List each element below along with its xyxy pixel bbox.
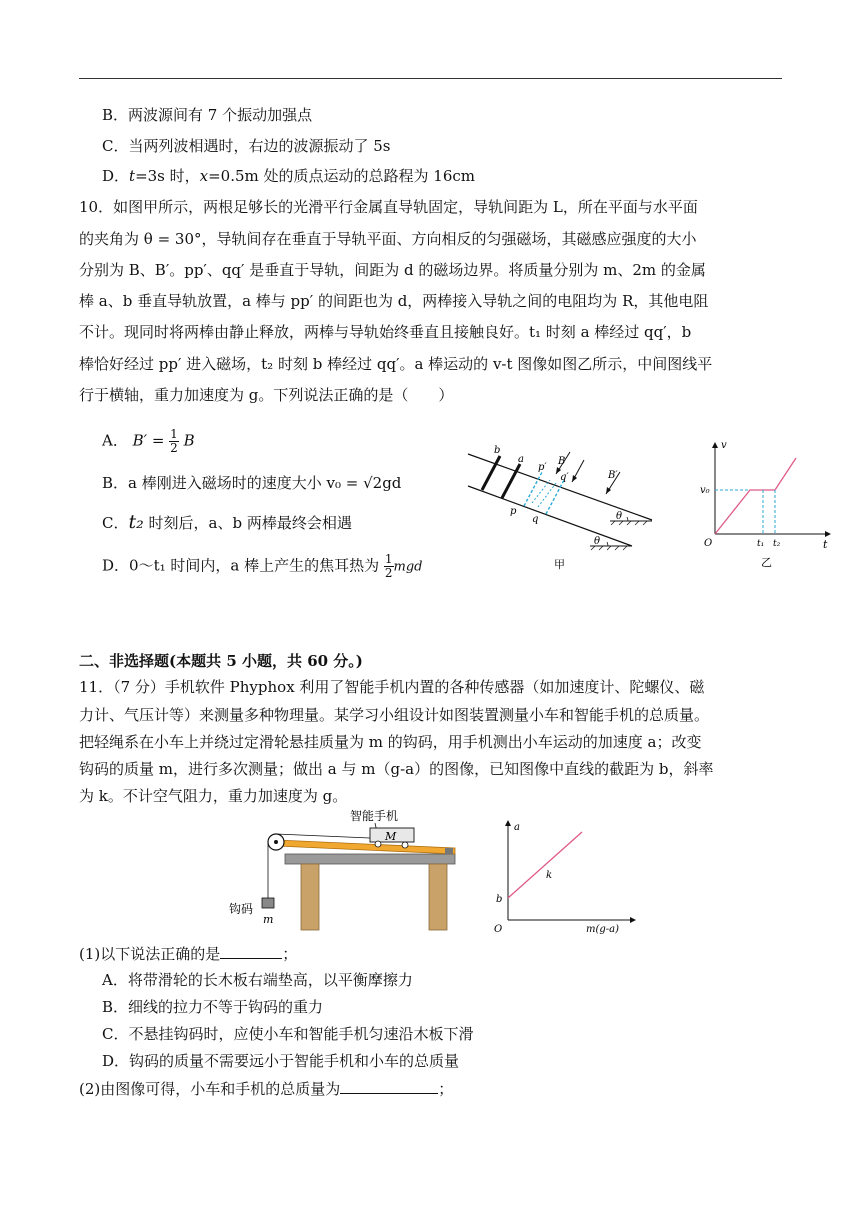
q10-option-d-prefix: D．0～t₁ 时间内，a 棒上产生的焦耳热为	[102, 556, 380, 575]
vt-label-v0: v₀	[700, 485, 710, 496]
q11-subq-2-blank[interactable]	[340, 1079, 438, 1094]
label-theta-1: θ	[616, 511, 623, 522]
q11-stem-line-2: 力计、气压计等）来测量多种物理量。某学习小组设计如图装置测量小车和智能手机的总质量。	[79, 706, 710, 724]
q10-stem-line-7: 行于横轴，重力加速度为 g。下列说法正确的是（ ）	[79, 386, 454, 404]
q10-option-a-numerator: 1	[170, 427, 178, 441]
q10-option-b: B．a 棒刚进入磁场时的速度大小 v₀ = √2gd	[102, 474, 402, 492]
figure-yi-vt-graph	[695, 436, 835, 571]
hook-label: 钩码	[229, 902, 254, 916]
q11-option-d: D．钩码的质量不需要远小于智能手机和小车的总质量	[102, 1052, 460, 1070]
graph-label-x: m(g-a)	[586, 924, 620, 935]
q11-subq-1-blank[interactable]	[220, 944, 282, 959]
q10-option-c	[102, 512, 352, 533]
q10-stem-line-4: 棒 a、b 垂直导轨放置，a 棒与 pp′ 的间距也为 d，两棒接入导轨之间的电阻均为 R，其他电阻	[79, 292, 709, 310]
rail-lower	[468, 486, 632, 546]
vt-axis-v-arrow	[712, 442, 718, 448]
label-a: a	[518, 454, 524, 465]
q11-subq-1-text: (1)以下说法正确的是	[79, 945, 221, 963]
q11-stem-line-3: 把轻绳系在小车上并绕过定滑轮悬挂质量为 m 的钩码，用手机测出小车运动的加速度 a；改变	[79, 733, 702, 751]
q9-option-d-x: x	[199, 167, 209, 185]
hook-weight	[262, 898, 274, 908]
label-p: p	[510, 506, 517, 517]
q11-stem-line-4: 钩码的质量 m，进行多次测量；做出 a 与 m（g-a）的图像，已知图像中直线的截距为 b，斜率	[79, 760, 714, 778]
q11-subq-2-end: ；	[438, 1080, 454, 1098]
angle-arc-2	[607, 542, 608, 546]
cart-label: M	[385, 830, 397, 843]
graph-axis-y-arrow	[505, 820, 511, 826]
label-b: b	[494, 445, 501, 456]
q9-option-d-prefix: D．	[102, 167, 130, 185]
q10-option-d-post: mgd	[393, 559, 423, 575]
caption-jia: 甲	[554, 558, 565, 571]
board-support	[445, 848, 453, 854]
cart-wheel-1	[375, 841, 381, 847]
vt-label-t: t	[823, 538, 828, 551]
vt-label-v: v	[721, 440, 727, 451]
q11-option-b: B．细线的拉力不等于钩码的重力	[102, 998, 324, 1016]
cart-wheel-2	[402, 842, 408, 848]
q11-subq-1-end: ；	[282, 945, 298, 963]
q10-stem-line-6: 棒恰好经过 pp′ 进入磁场，t₂ 时刻 b 棒经过 qq′。a 棒运动的 v-t 图像如图乙所示，中间图线平	[79, 355, 713, 373]
q11-stem-line-5: 为 k。不计空气阻力，重力加速度为 g。	[79, 787, 348, 805]
field-hatch-2	[538, 483, 556, 507]
q10-option-c-prefix: C．	[102, 514, 129, 532]
q10-stem-line-2: 的夹角为 θ = 30°，导轨间存在垂直于导轨平面、方向相反的匀强磁场，其磁感应强度的大小	[79, 230, 697, 248]
q11-option-c: C．不悬挂钩码时，应使小车和智能手机匀速沿木板下滑	[102, 1025, 474, 1043]
graph-axis-x-arrow	[630, 917, 636, 923]
graph-label-origin: O	[494, 924, 503, 935]
table-leg-left	[301, 864, 319, 930]
q10-option-d-numerator: 1	[384, 552, 393, 566]
q10-option-c-post: 时刻后，a、b 两棒最终会相遇	[143, 514, 352, 532]
section-heading: 二、非选择题(本题共 5 小题，共 60 分。)	[79, 652, 363, 670]
graph-label-b: b	[496, 894, 503, 905]
q11-subq-1	[79, 944, 297, 964]
graph-line	[508, 832, 582, 898]
caption-yi: 乙	[761, 556, 772, 569]
mass-label: m	[263, 913, 274, 926]
q10-stem-line-1: 10．如图甲所示，两根足够长的光滑平行金属直导轨固定，导轨间距为 L，所在平面与水平面	[79, 198, 698, 216]
incline-board	[277, 840, 455, 854]
q10-option-a-fraction	[169, 428, 179, 455]
figure-jia-incline	[460, 440, 660, 575]
q9-option-c: C．当两列波相遇时，右边的波源振动了 5s	[102, 137, 391, 155]
pulley-axle	[274, 840, 278, 844]
header-rule	[79, 78, 782, 79]
q10-option-a	[102, 428, 195, 455]
figure-apparatus	[225, 806, 465, 936]
label-p-prime: p′	[538, 462, 547, 473]
q9-option-d-post: =0.5m 处的质点运动的总路程为 16cm	[208, 167, 476, 185]
q10-option-a-rhs: B	[183, 431, 195, 450]
q10-option-d	[102, 553, 423, 580]
q9-option-d	[102, 166, 475, 186]
label-B: B	[558, 456, 566, 467]
q10-option-a-denominator: 2	[170, 441, 178, 455]
vt-curve	[715, 458, 796, 534]
q10-option-d-fraction	[384, 553, 394, 580]
q10-option-a-prefix: A．	[102, 431, 128, 450]
graph-label-a: a	[514, 822, 520, 833]
figure-a-graph	[490, 818, 640, 936]
q9-option-d-mid: =3s 时，	[135, 167, 200, 185]
vt-label-origin: O	[704, 538, 713, 549]
label-theta-2: θ	[594, 536, 601, 547]
field-hatch-1	[532, 480, 550, 503]
q10-option-c-t2: t₂	[128, 511, 144, 533]
q11-subq-2-text: (2)由图像可得，小车和手机的总质量为	[79, 1080, 341, 1098]
q11-option-a: A．将带滑轮的长木板右端垫高，以平衡摩擦力	[102, 971, 413, 989]
vt-axis-t-arrow	[825, 531, 831, 537]
q9-option-b: B．两波源间有 7 个振动加强点	[102, 106, 313, 124]
vt-label-t1: t₁	[757, 539, 765, 549]
graph-label-k: k	[546, 870, 553, 881]
q10-option-d-denominator: 2	[384, 566, 393, 580]
q9-option-d-t: t	[129, 167, 136, 185]
table-leg-right	[429, 864, 447, 930]
q10-option-a-lhs: B′ =	[132, 431, 165, 450]
phone-label: 智能手机	[350, 809, 399, 823]
vt-label-t2: t₂	[773, 539, 781, 549]
angle-arc-1	[627, 517, 628, 521]
q11-subq-2	[79, 1079, 453, 1099]
rod-b	[482, 456, 500, 490]
q10-stem-line-5: 不计。现同时将两棒由静止释放，两棒与导轨始终垂直且接触良好。t₁ 时刻 a 棒经过 qq′，b	[79, 323, 692, 341]
string-horizontal	[276, 834, 370, 838]
q10-stem-line-3: 分别为 B、B′。pp′、qq′ 是垂直于导轨，间距为 d 的磁场边界。将质量分别为 m、2m 的金属	[79, 261, 706, 279]
label-q-prime: q′	[560, 472, 569, 483]
table-top	[285, 854, 455, 864]
field-b-arrowhead-2	[572, 475, 577, 482]
label-q: q	[532, 514, 539, 525]
q11-stem-line-1: 11．（7 分）手机软件 Phyphox 利用了智能手机内置的各种传感器（如加速度计、陀螺仪、磁	[79, 678, 705, 696]
label-B-prime: B′	[608, 470, 618, 481]
